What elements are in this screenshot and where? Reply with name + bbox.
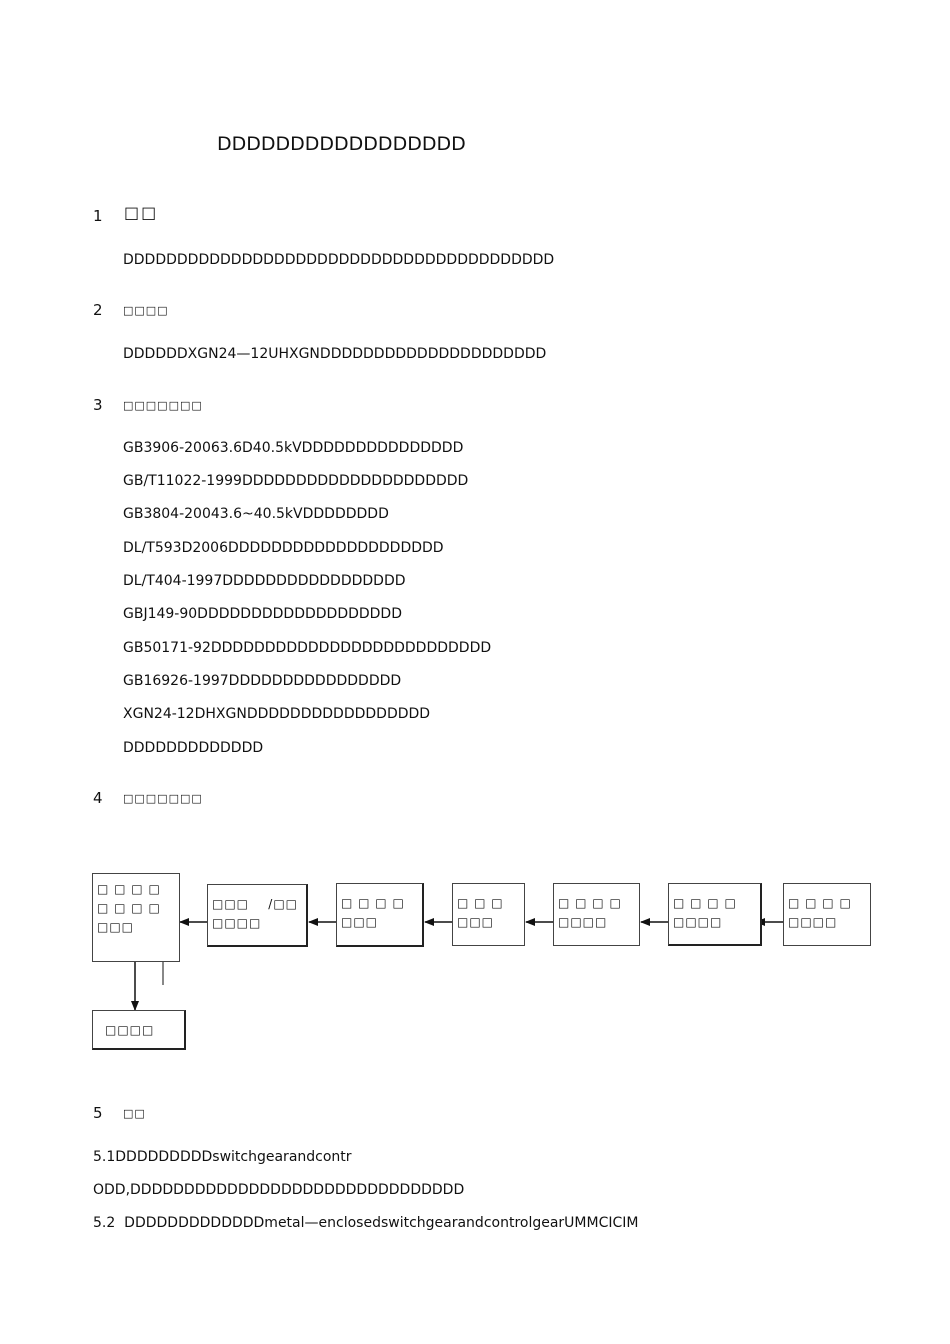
section-1-heading: □□ (124, 203, 159, 222)
flow-box-2-line: □□□ /□□ (212, 897, 298, 911)
flow-box-1-line: □ □ □ □ (97, 882, 161, 896)
flow-box-1-line: □ □ □ □ (97, 901, 161, 915)
standard-item: DDDDDDDDDDDDD (123, 740, 264, 756)
flow-box-4 (452, 883, 525, 946)
flow-box-6-line: □ □ □ □ (673, 896, 737, 910)
flow-box-6 (668, 883, 762, 946)
section-1-number: 1 (93, 207, 103, 225)
flow-box-6-line: □□□□ (673, 915, 723, 929)
flow-box-3-line: □ □ □ □ (341, 896, 405, 910)
section-5-heading: □□ (123, 1107, 146, 1120)
section-2-heading: □□□□ (123, 304, 169, 317)
flow-box-1 (92, 873, 180, 962)
flow-box-4-line: □□□ (457, 915, 495, 929)
definition-line: 5.2 DDDDDDDDDDDDDmetal—enclosedswitchgearandcontrolgearUMMCICIM (93, 1215, 639, 1231)
standard-item: GBJ149-90DDDDDDDDDDDDDDDDDDD (123, 606, 402, 622)
flow-box-3 (336, 883, 424, 947)
section-1-text: DDDDDDDDDDDDDDDDDDDDDDDDDDDDDDDDDDDDDDDD (123, 252, 555, 268)
flow-box-5-line: □□□□ (558, 915, 608, 929)
standard-item: GB3804-20043.6~40.5kVDDDDDDDD (123, 506, 389, 522)
standard-item: GB50171-92DDDDDDDDDDDDDDDDDDDDDDDDDD (123, 640, 492, 656)
standard-item: DL/T404-1997DDDDDDDDDDDDDDDDD (123, 573, 406, 589)
flow-box-4-line: □ □ □ (457, 896, 504, 910)
standard-item: DL/T593D2006DDDDDDDDDDDDDDDDDDDD (123, 540, 444, 556)
flow-box-7 (783, 883, 871, 946)
flow-box-7-line: □□□□ (788, 915, 838, 929)
flow-box-3-line: □□□ (341, 915, 379, 929)
definition-line: 5.1DDDDDDDDDswitchgearandcontr (93, 1149, 352, 1165)
standard-item: GB16926-1997DDDDDDDDDDDDDDDD (123, 673, 402, 689)
flow-box-1-line: □□□ (97, 920, 135, 934)
flow-box-5 (553, 883, 640, 946)
section-3-number: 3 (93, 396, 103, 414)
flow-box-8 (92, 1010, 186, 1050)
standard-item: GB3906-20063.6D40.5kVDDDDDDDDDDDDDDD (123, 440, 464, 456)
section-4-heading: □□□□□□□ (123, 792, 203, 805)
flow-box-7-line: □ □ □ □ (788, 896, 852, 910)
standard-item: GB/T11022-1999DDDDDDDDDDDDDDDDDDDDD (123, 473, 469, 489)
flow-box-5-line: □ □ □ □ (558, 896, 622, 910)
document-title: DDDDDDDDDDDDDDDDD (217, 133, 466, 155)
section-4-number: 4 (93, 789, 103, 807)
section-3-heading: □□□□□□□ (123, 399, 203, 412)
flow-box-2 (207, 884, 308, 947)
section-5-number: 5 (93, 1104, 103, 1122)
definition-line: ODD,DDDDDDDDDDDDDDDDDDDDDDDDDDDDDDD (93, 1182, 465, 1198)
section-2-text: DDDDDDXGN24—12UHXGNDDDDDDDDDDDDDDDDDDDDD (123, 346, 547, 362)
flow-box-8-line: □□□□ (105, 1023, 155, 1037)
standard-item: XGN24-12DHXGNDDDDDDDDDDDDDDDDD (123, 706, 431, 722)
flow-box-2-line: □□□□ (212, 916, 262, 930)
section-2-number: 2 (93, 301, 103, 319)
